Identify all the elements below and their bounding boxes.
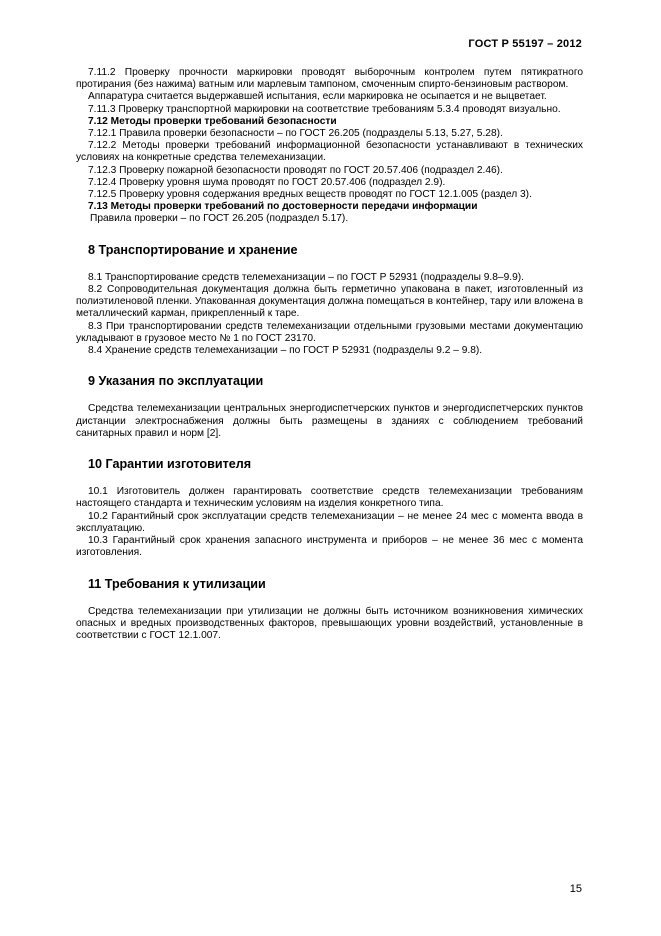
paragraph: 7.11.3 Проверку транспортной маркировки на соответствие требованиям 5.3.4 проводят визуально.: [88, 103, 561, 115]
paragraph: 10.3 Гарантийный срок хранения запасного инструмента и приборов – не менее 36 мес с момента изготовления.: [76, 535, 583, 559]
paragraph: Аппаратура считается выдержавшей испытания, если маркировка не осыпается и не выцветает.: [88, 91, 547, 103]
paragraph: 7.12.2 Методы проверки требований информационной безопасности устанавливают в технических условиях на конкретные средства телемеханизации.: [76, 140, 583, 164]
document-body: [76, 67, 583, 642]
paragraph: 8.3 При транспортировании средств телемеханизации отдельными грузовыми местами документацию укладывают в грузовое место № 1 по ГОСТ 23170.: [76, 320, 583, 344]
section-heading: 10 Гарантии изготовителя: [88, 457, 252, 472]
document-header: ГОСТ Р 55197 – 2012: [468, 38, 582, 50]
paragraph: 7.12.3 Проверку пожарной безопасности проводят по ГОСТ 20.57.406 (подраздел 2.46).: [88, 164, 503, 176]
paragraph: Средства телемеханизации при утилизации не должны быть источником возникновения химических опасных и вредных производственных факторов, превышающих уровни воздействий, установленные в соответствии с ГОСТ 12.1.007.: [76, 605, 583, 642]
section-heading: 8 Транспортирование и хранение: [88, 242, 298, 257]
paragraph: Средства телемеханизации центральных энергодиспетчерских пунктов и энергодиспетчерских пунктов дистанции электроснабжения должны быть размещены в зданиях с соблюдением требований санитарных правил и норм [2].: [76, 403, 583, 439]
subsection-heading: 7.12 Методы проверки требований безопасности: [88, 115, 337, 127]
paragraph: 7.12.5 Проверку уровня содержания вредных веществ проводят по ГОСТ 12.1.005 (раздел 3).: [88, 189, 532, 201]
paragraph: 10.1 Изготовитель должен гарантировать соответствие средств телемеханизации требованиям настоящего стандарта и техническим условиям на изделия конкретного типа.: [76, 486, 583, 510]
paragraph: Правила проверки – по ГОСТ 26.205 (подраздел 5.17).: [90, 213, 349, 225]
page-number: 15: [569, 883, 582, 895]
paragraph: 8.1 Транспортирование средств телемеханизации – по ГОСТ Р 52931 (подразделы 9.8–9.9).: [88, 271, 524, 283]
paragraph: 8.4 Хранение средств телемеханизации – по ГОСТ Р 52931 (подразделы 9.2 – 9.8).: [88, 345, 483, 357]
paragraph: 8.2 Сопроводительная документация должна быть герметично упакована в пакет, изготовленный из полиэтиленовой пленки. Упакованная документация должна помещаться в контейнер, тару или вложена в металлический карман, прикрепленный к таре.: [76, 284, 583, 320]
subsection-heading: 7.13 Методы проверки требований по достоверности передачи информации: [88, 201, 478, 213]
paragraph: 7.11.2 Проверку прочности маркировки проводят выборочным контролем путем пятикратного протирания (без нажима) ватным или марлевым тампоном, смоченным спирто-бензиновым раствором.: [76, 67, 583, 91]
paragraph: 10.2 Гарантийный срок эксплуатации средств телемеханизации – не менее 24 мес с момента ввода в эксплуатацию.: [76, 510, 583, 534]
paragraph: 7.12.4 Проверку уровня шума проводят по ГОСТ 20.57.406 (подраздел 2.9).: [88, 176, 446, 188]
paragraph: 7.12.1 Правила проверки безопасности – по ГОСТ 26.205 (подразделы 5.13, 5.27, 5.28).: [88, 128, 503, 140]
section-heading: 9 Указания по эксплуатации: [88, 374, 264, 389]
section-heading: 11 Требования к утилизации: [88, 576, 266, 591]
